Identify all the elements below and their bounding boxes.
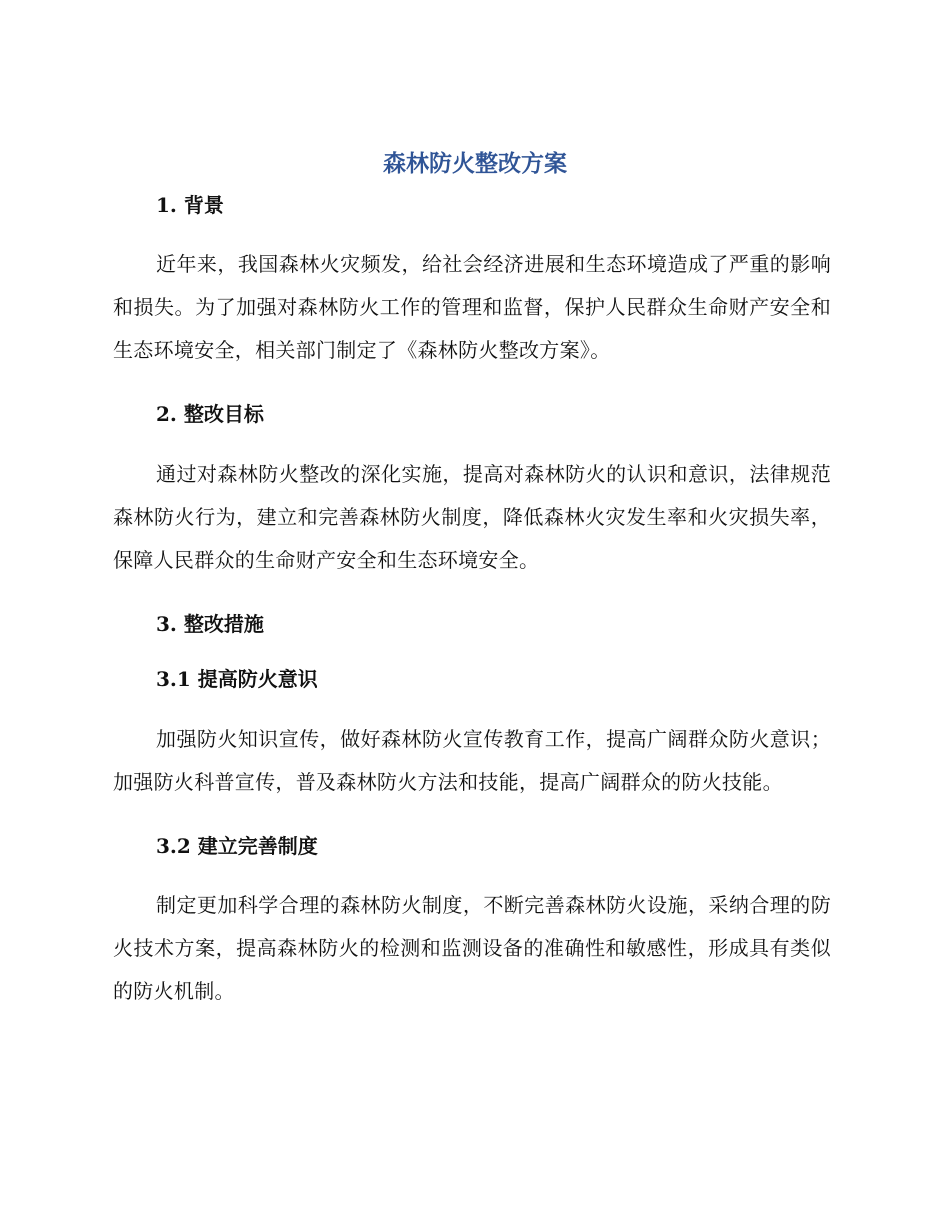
subsection-paragraph-system: 制定更加科学合理的森林防火制度，不断完善森林防火设施，采纳合理的防火技术方案，提高森林防火的检测和监测设备的准确性和敏感性，形成具有类似的防火机制。 — [113, 893, 831, 1003]
section-heading-goals: 2. 整改目标 — [156, 402, 264, 426]
section-heading-measures: 3. 整改措施 — [156, 612, 264, 636]
section-heading-background: 1. 背景 — [156, 193, 224, 217]
subsection-paragraph-awareness: 加强防火知识宣传，做好森林防火宣传教育工作，提高广阔群众防火意识；加强防火科普宣传，普及森林防火方法和技能，提高广阔群众的防火技能。 — [113, 727, 831, 794]
subsection-heading-system: 3.2 建立完善制度 — [156, 834, 318, 858]
document-title: 森林防火整改方案 — [383, 151, 567, 177]
section-paragraph-background: 近年来，我国森林火灾频发，给社会经济进展和生态环境造成了严重的影响和损失。为了加强对森林防火工作的管理和监督，保护人民群众生命财产安全和生态环境安全，相关部门制定了《森林防火整改方案》。 — [113, 252, 831, 362]
section-paragraph-goals: 通过对森林防火整改的深化实施，提高对森林防火的认识和意识，法律规范森林防火行为，建立和完善森林防火制度，降低森林火灾发生率和火灾损失率，保障人民群众的生命财产安全和生态环境安全。 — [113, 462, 831, 572]
document-body — [113, 190, 831, 1013]
subsection-heading-awareness: 3.1 提高防火意识 — [156, 667, 318, 691]
